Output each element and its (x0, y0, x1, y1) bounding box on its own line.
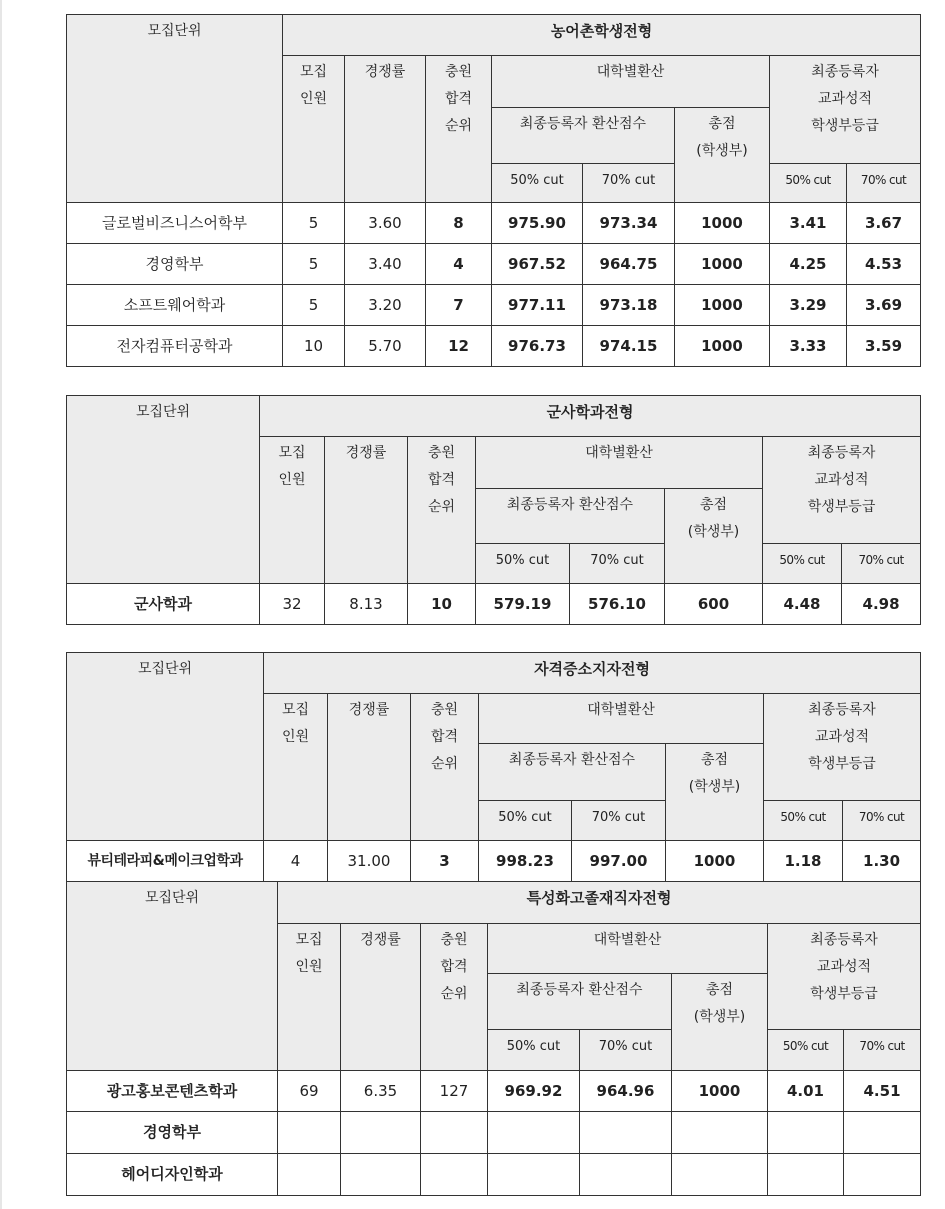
rank-value (421, 1154, 488, 1196)
header-unit: 모집단위 (67, 653, 264, 841)
table-row (67, 203, 921, 244)
header-quota: 모집 인원 (283, 56, 345, 203)
grade-cut70-value: 3.69 (847, 285, 921, 326)
rank-value: 127 (421, 1071, 488, 1112)
quota-value: 5 (283, 203, 345, 244)
header-grade: 최종등록자 교과성적 학생부등급 (764, 694, 921, 801)
header-score-cut50: 50% cut (479, 801, 572, 841)
header-total: 총점 (학생부) (672, 974, 768, 1071)
rate-value: 31.00 (328, 841, 411, 882)
header-rate: 경쟁률 (345, 56, 426, 203)
score-cut50-value: 998.23 (479, 841, 572, 882)
grade-cut70-value: 4.51 (844, 1071, 921, 1112)
header-rate: 경쟁률 (341, 924, 421, 1071)
header-score-cut50: 50% cut (488, 1030, 580, 1071)
header-conversion: 대학별환산 (479, 694, 764, 744)
rate-value: 3.20 (345, 285, 426, 326)
total-value: 1000 (666, 841, 764, 882)
table-title: 농어촌학생전형 (283, 15, 921, 56)
rate-value: 6.35 (341, 1071, 421, 1112)
table-row (67, 285, 921, 326)
score-cut70-value: 973.18 (583, 285, 675, 326)
header-grade: 최종등록자 교과성적 학생부등급 (763, 437, 921, 544)
header-grade: 최종등록자 교과성적 학생부등급 (770, 56, 921, 164)
score-cut70-value (580, 1112, 672, 1154)
score-cut70-value: 576.10 (570, 584, 665, 625)
table-nongeochon (66, 14, 921, 367)
total-value: 1000 (672, 1071, 768, 1112)
rate-value: 3.40 (345, 244, 426, 285)
dept-name: 헤어디자인학과 (67, 1154, 278, 1196)
score-cut50-value: 967.52 (492, 244, 583, 285)
quota-value (278, 1154, 341, 1196)
quota-value: 5 (283, 244, 345, 285)
header-conversion: 대학별환산 (476, 437, 763, 489)
header-grade-cut70: 70% cut (842, 544, 921, 584)
total-value: 1000 (675, 203, 770, 244)
quota-value: 4 (264, 841, 328, 882)
grade-cut70-value: 4.98 (842, 584, 921, 625)
score-cut70-value: 964.75 (583, 244, 675, 285)
header-score-cut70: 70% cut (572, 801, 666, 841)
grade-cut50-value: 4.25 (770, 244, 847, 285)
table-title: 군사학과전형 (260, 396, 921, 437)
grade-cut50-value (768, 1112, 844, 1154)
grade-cut50-value: 3.29 (770, 285, 847, 326)
header-quota: 모집 인원 (278, 924, 341, 1071)
dept-name: 전자컴퓨터공학과 (67, 326, 283, 367)
header-rank: 충원 합격 순위 (426, 56, 492, 203)
table-title: 자격증소지자전형 (264, 653, 921, 694)
dept-name: 뷰티테라피&메이크업학과 (67, 841, 264, 882)
score-cut50-value: 969.92 (488, 1071, 580, 1112)
header-grade-cut70: 70% cut (847, 164, 921, 203)
total-value: 600 (665, 584, 763, 625)
header-unit: 모집단위 (67, 396, 260, 584)
header-rate: 경쟁률 (325, 437, 408, 584)
grade-cut70-value: 3.59 (847, 326, 921, 367)
total-value: 1000 (675, 326, 770, 367)
table-row (67, 244, 921, 285)
header-grade-cut50: 50% cut (770, 164, 847, 203)
header-grade-cut70: 70% cut (844, 1030, 921, 1071)
header-rank: 충원 합격 순위 (408, 437, 476, 584)
header-quota: 모집 인원 (260, 437, 325, 584)
total-value (672, 1154, 768, 1196)
quota-value: 69 (278, 1071, 341, 1112)
header-total: 총점 (학생부) (666, 744, 764, 841)
rank-value: 7 (426, 285, 492, 326)
header-score-cut70: 70% cut (583, 164, 675, 203)
score-cut50-value: 975.90 (492, 203, 583, 244)
rank-value (421, 1112, 488, 1154)
header-quota: 모집 인원 (264, 694, 328, 841)
rank-value: 4 (426, 244, 492, 285)
header-final-score: 최종등록자 환산점수 (476, 489, 665, 544)
rate-value (341, 1154, 421, 1196)
grade-cut70-value: 1.30 (843, 841, 921, 882)
table-certificate (66, 652, 921, 882)
score-cut50-value (488, 1112, 580, 1154)
header-total: 총점 (학생부) (665, 489, 763, 584)
score-cut70-value: 974.15 (583, 326, 675, 367)
table-vocational-employee (66, 881, 921, 1196)
table-row (67, 584, 921, 625)
rate-value (341, 1112, 421, 1154)
table-row (67, 326, 921, 367)
rank-value: 12 (426, 326, 492, 367)
dept-name: 군사학과 (67, 584, 260, 625)
grade-cut50-value: 4.48 (763, 584, 842, 625)
table-military (66, 395, 921, 625)
header-score-cut50: 50% cut (476, 544, 570, 584)
score-cut70-value: 973.34 (583, 203, 675, 244)
grade-cut50-value (768, 1154, 844, 1196)
quota-value (278, 1112, 341, 1154)
table-row (67, 841, 921, 882)
table-row (67, 1112, 921, 1154)
header-grade-cut50: 50% cut (763, 544, 842, 584)
table-row (67, 1071, 921, 1112)
score-cut50-value: 976.73 (492, 326, 583, 367)
header-grade-cut70: 70% cut (843, 801, 921, 841)
total-value (672, 1112, 768, 1154)
total-value: 1000 (675, 285, 770, 326)
page-left-edge (0, 0, 2, 1209)
quota-value: 10 (283, 326, 345, 367)
table-title: 특성화고졸재직자전형 (278, 882, 921, 924)
header-score-cut70: 70% cut (580, 1030, 672, 1071)
rate-value: 5.70 (345, 326, 426, 367)
grade-cut50-value: 1.18 (764, 841, 843, 882)
header-rank: 충원 합격 순위 (411, 694, 479, 841)
header-rank: 충원 합격 순위 (421, 924, 488, 1071)
grade-cut50-value: 3.41 (770, 203, 847, 244)
header-final-score: 최종등록자 환산점수 (492, 108, 675, 164)
header-conversion: 대학별환산 (488, 924, 768, 974)
score-cut70-value: 997.00 (572, 841, 666, 882)
header-grade-cut50: 50% cut (768, 1030, 844, 1071)
grade-cut50-value: 3.33 (770, 326, 847, 367)
rate-value: 3.60 (345, 203, 426, 244)
header-final-score: 최종등록자 환산점수 (488, 974, 672, 1030)
header-score-cut70: 70% cut (570, 544, 665, 584)
grade-cut70-value (844, 1154, 921, 1196)
total-value: 1000 (675, 244, 770, 285)
header-unit: 모집단위 (67, 882, 278, 1071)
dept-name: 소프트웨어학과 (67, 285, 283, 326)
score-cut50-value (488, 1154, 580, 1196)
score-cut50-value: 977.11 (492, 285, 583, 326)
score-cut70-value: 964.96 (580, 1071, 672, 1112)
score-cut70-value (580, 1154, 672, 1196)
score-cut50-value: 579.19 (476, 584, 570, 625)
header-conversion: 대학별환산 (492, 56, 770, 108)
rank-value: 10 (408, 584, 476, 625)
header-final-score: 최종등록자 환산점수 (479, 744, 666, 801)
grade-cut70-value (844, 1112, 921, 1154)
table-row (67, 1154, 921, 1196)
rank-value: 8 (426, 203, 492, 244)
dept-name: 경영학부 (67, 1112, 278, 1154)
grade-cut70-value: 4.53 (847, 244, 921, 285)
header-grade: 최종등록자 교과성적 학생부등급 (768, 924, 921, 1030)
dept-name: 글로벌비즈니스어학부 (67, 203, 283, 244)
header-grade-cut50: 50% cut (764, 801, 843, 841)
header-score-cut50: 50% cut (492, 164, 583, 203)
header-total: 총점 (학생부) (675, 108, 770, 203)
rank-value: 3 (411, 841, 479, 882)
dept-name: 경영학부 (67, 244, 283, 285)
header-unit: 모집단위 (67, 15, 283, 203)
dept-name: 광고홍보콘텐츠학과 (67, 1071, 278, 1112)
quota-value: 5 (283, 285, 345, 326)
quota-value: 32 (260, 584, 325, 625)
grade-cut70-value: 3.67 (847, 203, 921, 244)
rate-value: 8.13 (325, 584, 408, 625)
grade-cut50-value: 4.01 (768, 1071, 844, 1112)
header-rate: 경쟁률 (328, 694, 411, 841)
